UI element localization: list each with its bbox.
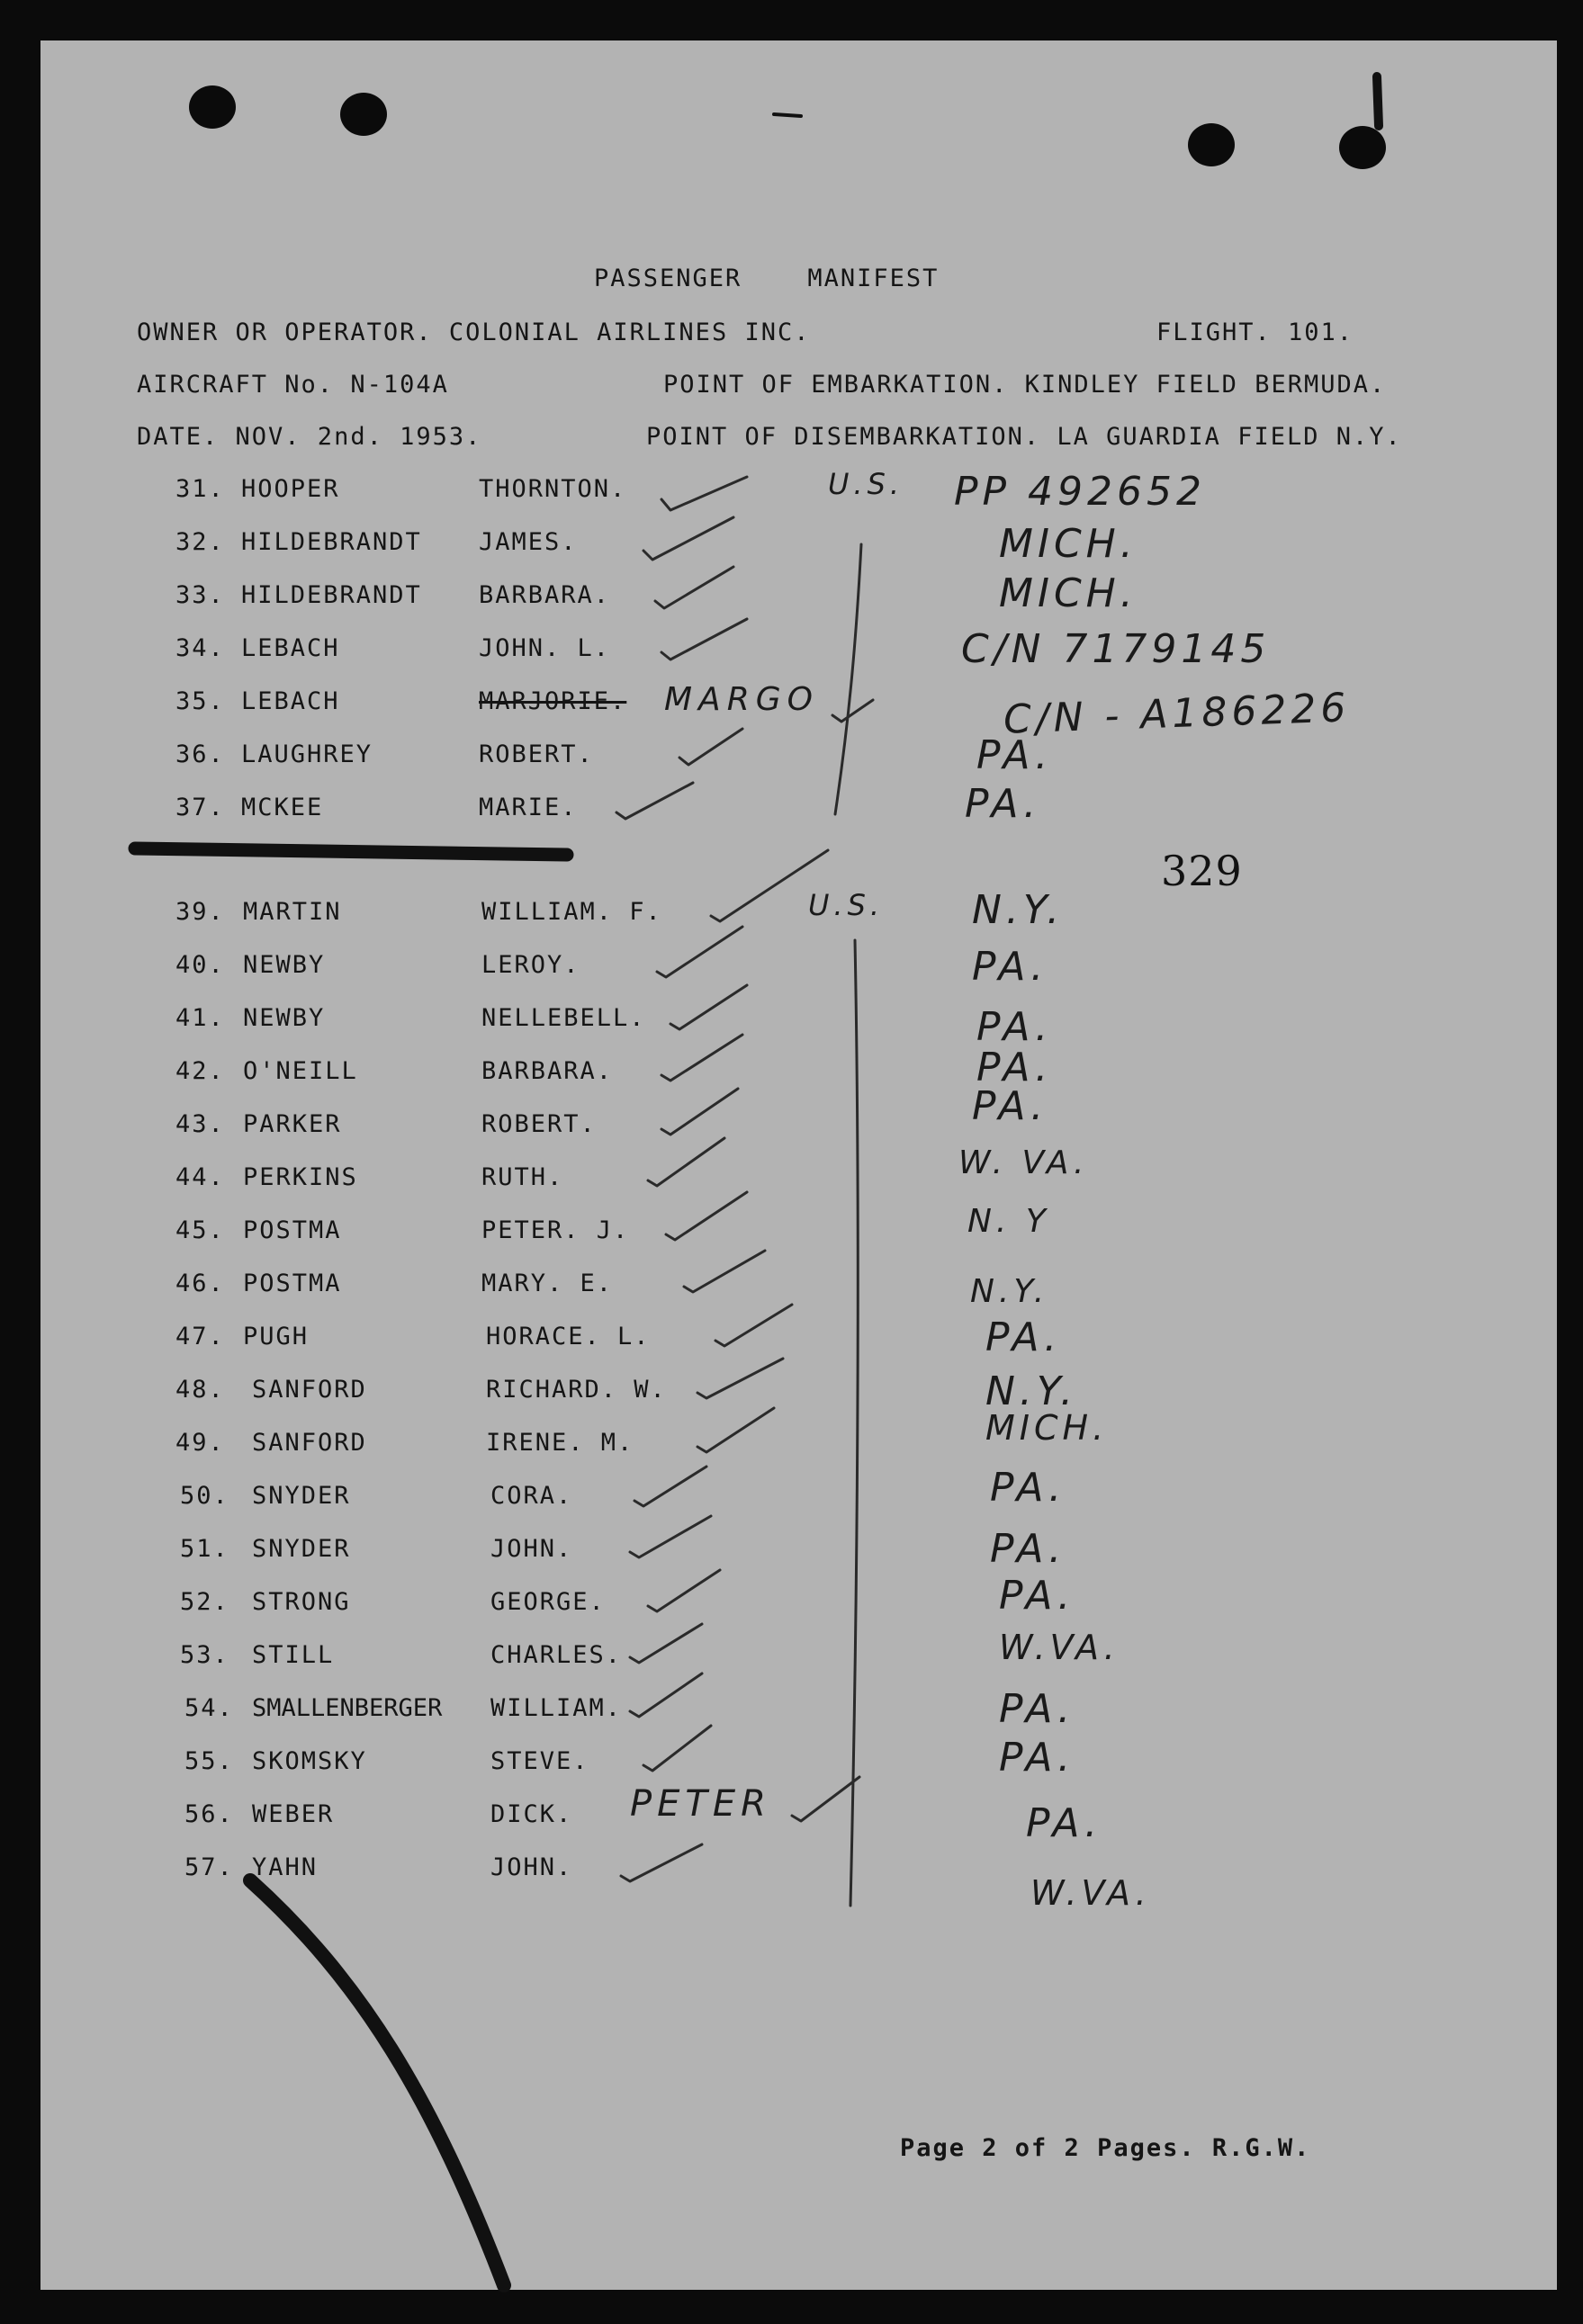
- check-mark: [684, 1251, 765, 1292]
- passenger-note: PA.: [972, 944, 1048, 990]
- passenger-given-name: PETER. J.: [481, 1216, 630, 1244]
- passenger-surname: YAHN: [252, 1853, 319, 1881]
- passenger-given-name: NELLEBELL.: [481, 1004, 646, 1032]
- passenger-given-name: JOHN.: [490, 1535, 573, 1563]
- passenger-given-name: IRENE. M.: [486, 1429, 634, 1457]
- passenger-number: 43.: [175, 1110, 225, 1138]
- passenger-number: 47.: [175, 1323, 225, 1350]
- passenger-note: PA.: [985, 1315, 1062, 1360]
- passenger-note: PA.: [990, 1465, 1066, 1511]
- passenger-number: 46.: [175, 1270, 225, 1297]
- passenger-given-name: JOHN. L.: [479, 634, 611, 662]
- page-footer: Page 2 of 2 Pages. R.G.W.: [900, 2134, 1311, 2162]
- passenger-number: 41.: [175, 1004, 225, 1032]
- passenger-note: MICH.: [985, 1408, 1109, 1448]
- passenger-given-name: RUTH.: [481, 1163, 564, 1191]
- passenger-number: 45.: [175, 1216, 225, 1244]
- passenger-given-name: THORNTON.: [479, 475, 627, 503]
- passenger-number: 49.: [175, 1429, 225, 1457]
- flight-number: FLIGHT. 101.: [1156, 319, 1354, 346]
- passenger-number: 52.: [180, 1588, 229, 1616]
- passenger-number: 44.: [175, 1163, 225, 1191]
- check-mark: [697, 1408, 774, 1452]
- passenger-number: 35.: [175, 687, 225, 715]
- point-of-embarkation: POINT OF EMBARKATION. KINDLEY FIELD BERMUDA.: [663, 371, 1387, 399]
- passenger-surname: STILL: [252, 1641, 335, 1669]
- passenger-surname: MCKEE: [241, 794, 324, 821]
- passenger-number: 32.: [175, 528, 225, 556]
- passenger-surname: SNYDER: [252, 1482, 351, 1510]
- passenger-surname: SANFORD: [252, 1376, 367, 1404]
- passenger-given-name: STEVE.: [490, 1747, 589, 1775]
- passenger-given-name: GEORGE.: [490, 1588, 606, 1616]
- passenger-note: PA.: [965, 781, 1041, 827]
- nationality-annotation: U.S.: [808, 888, 885, 922]
- passenger-note: PA.: [1026, 1800, 1102, 1846]
- passenger-number: 31.: [175, 475, 225, 503]
- page-number-stamp: 329: [1161, 847, 1243, 895]
- passenger-note: PA.: [976, 1045, 1053, 1090]
- passenger-surname: SANFORD: [252, 1429, 367, 1457]
- passenger-given-name-struck: MARJORIE.: [479, 687, 627, 715]
- passenger-note: W.VA.: [1030, 1873, 1151, 1913]
- check-mark: [715, 1305, 792, 1346]
- passenger-number: 50.: [180, 1482, 229, 1510]
- check-mark: [655, 567, 733, 608]
- passenger-surname: HILDEBRANDT: [241, 581, 422, 609]
- passenger-number: 56.: [184, 1800, 234, 1828]
- passenger-number: 33.: [175, 581, 225, 609]
- passenger-surname: LEBACH: [241, 634, 340, 662]
- passenger-given-name: JOHN.: [490, 1853, 573, 1881]
- passenger-note: W.VA.: [999, 1628, 1120, 1667]
- check-mark: [666, 1192, 747, 1240]
- passenger-surname: SKOMSKY: [252, 1747, 367, 1775]
- passenger-number: 39.: [175, 898, 225, 926]
- passenger-note: MICH.: [999, 570, 1138, 616]
- passenger-number: 48.: [175, 1376, 225, 1404]
- bracket-line: [835, 544, 861, 814]
- passenger-surname: SNYDER: [252, 1535, 351, 1563]
- passenger-note: PA.: [972, 1083, 1048, 1129]
- passenger-given-name: HORACE. L.: [486, 1323, 651, 1350]
- check-mark: [792, 1777, 859, 1821]
- passenger-given-name: CORA.: [490, 1482, 573, 1510]
- passenger-note: N. Y: [967, 1203, 1050, 1240]
- passenger-number: 34.: [175, 634, 225, 662]
- passenger-note: PA.: [990, 1526, 1066, 1572]
- check-mark: [630, 1624, 702, 1663]
- check-mark: [661, 1089, 738, 1135]
- passenger-surname: POSTMA: [243, 1216, 342, 1244]
- passenger-note: PA.: [999, 1735, 1075, 1781]
- passenger-number: 51.: [180, 1535, 229, 1563]
- check-mark: [643, 517, 733, 560]
- passenger-surname: NEWBY: [243, 1004, 326, 1032]
- passenger-given-name: ROBERT.: [479, 740, 594, 768]
- check-mark: [661, 1035, 742, 1081]
- passenger-surname: HOOPER: [241, 475, 340, 503]
- check-mark: [616, 783, 693, 819]
- passenger-note: PA.: [976, 732, 1053, 778]
- ink-tick: [1377, 76, 1379, 126]
- aircraft-number: AIRCRAFT No. N-104A: [137, 371, 449, 399]
- check-mark: [621, 1844, 702, 1881]
- passenger-surname: HILDEBRANDT: [241, 528, 422, 556]
- passenger-surname: MARTIN: [243, 898, 342, 926]
- passenger-given-name: JAMES.: [479, 528, 578, 556]
- bracket-line: [850, 940, 858, 1906]
- passenger-given-name: WILLIAM.: [490, 1694, 623, 1722]
- passenger-given-name: BARBARA.: [479, 581, 611, 609]
- passenger-surname: PUGH: [243, 1323, 310, 1350]
- check-mark: [648, 1570, 720, 1611]
- check-mark: [661, 619, 747, 660]
- check-mark: [661, 477, 747, 510]
- passenger-number: 42.: [175, 1057, 225, 1085]
- passenger-given-name: DICK.: [490, 1800, 573, 1828]
- diagonal-stroke: [250, 1880, 504, 2285]
- passenger-surname: WEBER: [252, 1800, 335, 1828]
- passenger-given-name: MARY. E.: [481, 1270, 614, 1297]
- ink-dash: [774, 114, 801, 116]
- passenger-surname: STRONG: [252, 1588, 351, 1616]
- passenger-given-name: WILLIAM. F.: [481, 898, 662, 926]
- manifest-date: DATE. NOV. 2nd. 1953.: [137, 423, 482, 451]
- passenger-surname: PERKINS: [243, 1163, 358, 1191]
- passenger-given-name: LEROY.: [481, 951, 580, 979]
- check-mark: [679, 729, 742, 765]
- passenger-number: 37.: [175, 794, 225, 821]
- check-mark: [630, 1516, 711, 1557]
- passenger-surname: O'NEILL: [243, 1057, 358, 1085]
- passenger-given-name: BARBARA.: [481, 1057, 614, 1085]
- passenger-surname: NEWBY: [243, 951, 326, 979]
- passenger-note: MICH.: [999, 521, 1138, 567]
- passenger-note: PA.: [999, 1573, 1075, 1619]
- check-mark: [657, 927, 742, 977]
- passenger-number: 40.: [175, 951, 225, 979]
- passenger-given-name: ROBERT.: [481, 1110, 597, 1138]
- passenger-note: PP 492652: [954, 469, 1207, 515]
- passenger-surname: POSTMA: [243, 1270, 342, 1297]
- passenger-given-name: RICHARD. W.: [486, 1376, 667, 1404]
- check-mark: [832, 700, 873, 722]
- passenger-number: 54.: [184, 1694, 234, 1722]
- check-mark: [634, 1467, 706, 1506]
- passenger-surname: LAUGHREY: [241, 740, 373, 768]
- passenger-number: 36.: [175, 740, 225, 768]
- passenger-note: C/N 7179145: [961, 626, 1271, 672]
- given-name-correction: MARGO: [664, 681, 819, 718]
- passenger-note: W. VA.: [958, 1144, 1089, 1181]
- passenger-note: PA.: [999, 1686, 1075, 1732]
- passenger-number: 55.: [184, 1747, 234, 1775]
- passenger-surname: SMALLENBERGER: [252, 1694, 443, 1722]
- given-name-correction: PETER: [630, 1783, 771, 1825]
- passenger-note: N.Y.: [972, 887, 1065, 933]
- passenger-note: C/N - A186226: [1003, 685, 1352, 743]
- check-mark: [670, 985, 747, 1029]
- check-mark: [643, 1726, 711, 1771]
- point-of-disembarkation: POINT OF DISEMBARKATION. LA GUARDIA FIELD N.Y.: [646, 423, 1402, 451]
- passenger-number: 53.: [180, 1641, 229, 1669]
- passenger-surname: PARKER: [243, 1110, 342, 1138]
- passenger-surname: LEBACH: [241, 687, 340, 715]
- check-mark: [697, 1359, 783, 1398]
- passenger-number: 57.: [184, 1853, 234, 1881]
- passenger-note: N.Y.: [985, 1368, 1078, 1414]
- passenger-given-name: CHARLES.: [490, 1641, 623, 1669]
- check-mark: [711, 850, 828, 921]
- redaction-bar: [135, 848, 567, 855]
- manifest-title: PASSENGER MANIFEST: [594, 265, 940, 292]
- nationality-annotation: U.S.: [828, 467, 904, 501]
- passenger-note: PA.: [976, 1004, 1053, 1050]
- passenger-given-name: MARIE.: [479, 794, 578, 821]
- check-mark: [630, 1673, 702, 1717]
- owner-operator: OWNER OR OPERATOR. COLONIAL AIRLINES INC.: [137, 319, 811, 346]
- check-mark: [648, 1138, 724, 1186]
- passenger-note: N.Y.: [970, 1273, 1049, 1310]
